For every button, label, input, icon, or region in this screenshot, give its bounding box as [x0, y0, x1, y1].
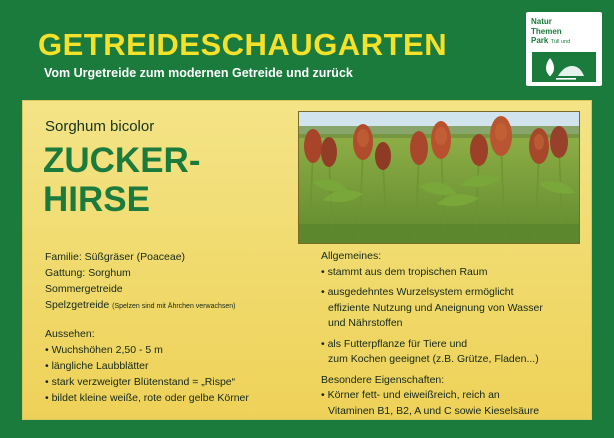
season-type: Sommergetreide: [45, 283, 123, 295]
list-item: [321, 285, 585, 332]
common-name: [43, 141, 200, 219]
general-list: [321, 265, 585, 368]
family-line: Familie: Süßgräser (Poaceae): [45, 251, 186, 263]
list-item-line: zum Kochen geeignet (z.B. Grütze, Fladen...): [328, 353, 539, 365]
appearance-heading: Aussehen:: [45, 328, 95, 340]
list-item-line: stammt aus dem tropischen Raum: [327, 265, 488, 278]
page-subtitle: Vom Urgetreide zum modernen Getreide und zurück: [44, 66, 353, 80]
content-panel: [22, 100, 592, 420]
list-item-line: Vitaminen B1, B2, A und C sowie Kieselsäure: [328, 404, 540, 417]
common-name-line-1: ZUCKER-: [43, 141, 201, 180]
left-column: [45, 249, 303, 406]
genus-line: Gattung: Sorghum: [45, 267, 131, 279]
special-heading: Besondere Eigenschaften:: [321, 373, 445, 386]
list-item-line: effiziente Nutzung und Aneignung von Wasser: [328, 301, 543, 314]
board-header: [0, 0, 614, 100]
logo-line-2: Themen: [531, 26, 562, 36]
list-item: • bildet kleine weiße, rote oder gelbe Körner: [45, 390, 303, 406]
logo-line-3-small: Tüll und: [550, 39, 571, 45]
appearance-list: [45, 342, 303, 406]
hull-type-note: (Spelzen sind mit Ährchen verwachsen): [112, 303, 236, 310]
list-item-line: und Nährstoffen: [328, 317, 403, 329]
general-heading: Allgemeines:: [321, 250, 382, 262]
logo-line-3: Park Tüll und: [531, 36, 571, 45]
list-item: [321, 337, 585, 368]
logo-line-1: Natur: [531, 17, 552, 26]
list-item: [321, 265, 585, 281]
page-title: GETREIDESCHAUGARTEN: [38, 27, 448, 62]
plant-photo: [298, 111, 580, 244]
park-mark-icon: [532, 52, 596, 82]
list-item-line: ausgedehntes Wurzelsystem ermöglicht: [327, 286, 514, 298]
hull-type: Spelzgetreide (Spelzen sind mit Ährchen verwachsen): [45, 299, 236, 311]
list-item: • längliche Laubblätter: [45, 358, 303, 374]
list-item: • Wuchshöhen 2,50 - 5 m: [45, 342, 303, 358]
logo: [526, 12, 602, 86]
common-name-line-2: HIRSE: [43, 180, 150, 219]
species-name: Sorghum bicolor: [45, 118, 155, 135]
logo-text: [531, 17, 570, 48]
right-column: [321, 249, 585, 424]
list-item-line: Körner fett- und eiweißreich, reich an: [327, 389, 500, 401]
special-list: [321, 388, 585, 419]
list-item: [321, 388, 585, 419]
list-item-line: als Futterpflanze für Tiere und: [327, 337, 468, 350]
list-item: • stark verzweigter Blütenstand = „Rispe“: [45, 374, 303, 390]
